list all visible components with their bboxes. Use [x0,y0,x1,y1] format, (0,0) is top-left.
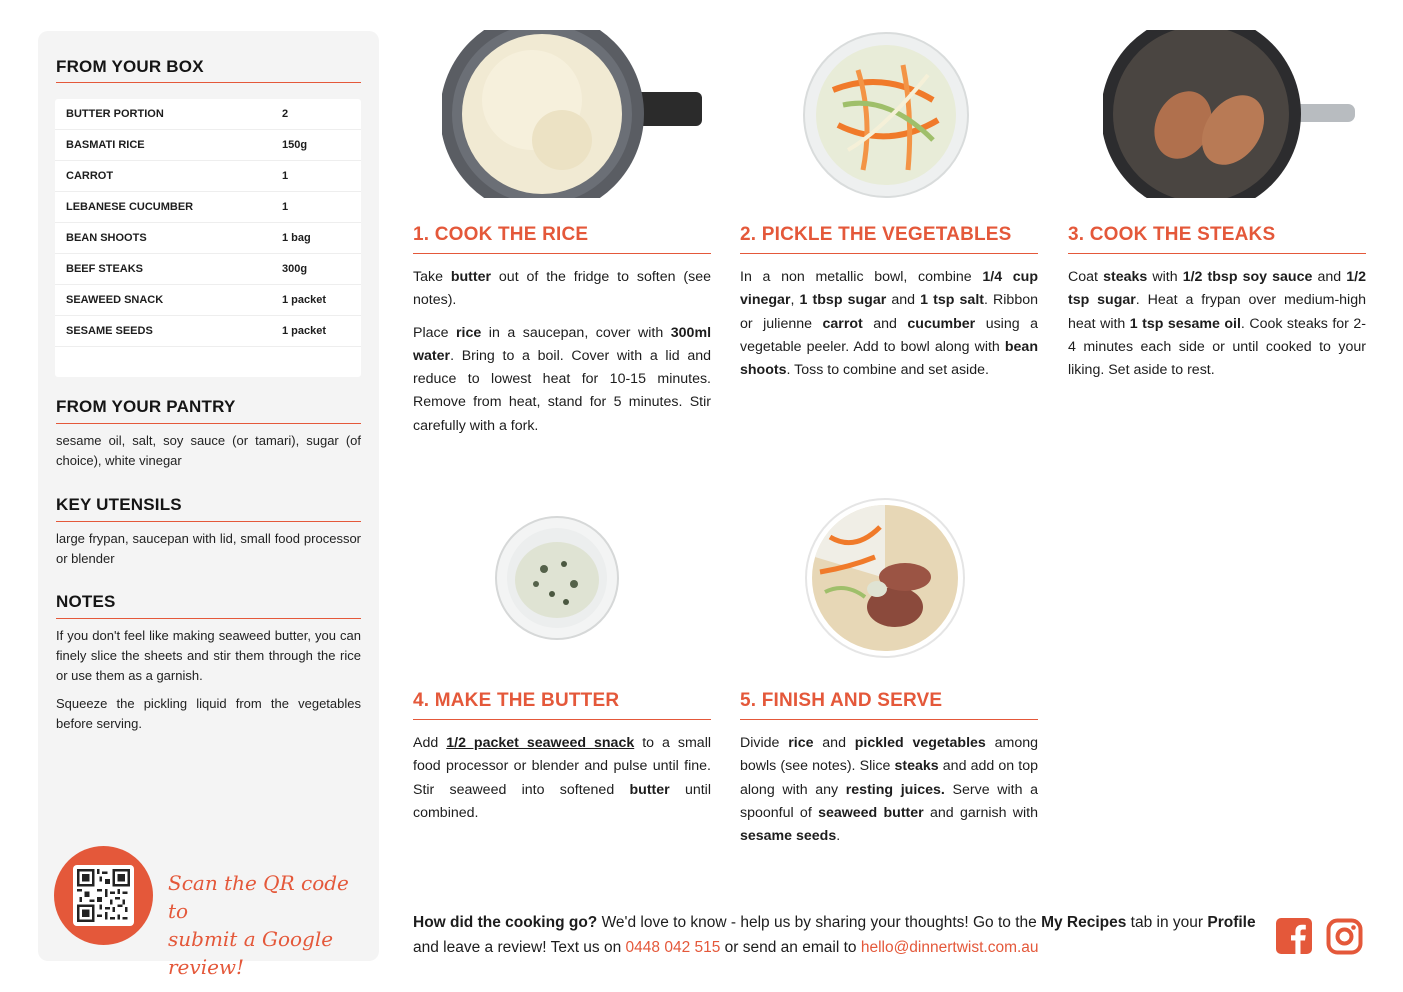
step-1-paragraph-2: Place rice in a saucepan, cover with 300ml water. Bring to a boil. Cover with a lid and reduce to lowest heat for 10-15 minutes. Remove from heat, stand for 5 minutes. Stir carefully with a fork. [413,324,712,434]
my-recipes-link[interactable]: My Recipes [1041,914,1127,931]
step-3-rule [1068,253,1366,254]
qr-code-icon[interactable] [73,865,134,926]
step-4-title: 4. MAKE THE BUTTER [413,690,620,711]
qr-badge [54,846,153,945]
ingredient-qty: 1 bag [282,232,311,244]
ingredient-qty: 300g [282,263,308,275]
facebook-icon[interactable] [1276,918,1312,954]
utensils-text: large frypan, saucepan with lid, small food processor or blender [56,531,361,566]
pantry-text: sesame oil, salt, soy sauce (or tamari), sugar (of choice), white vinegar [56,433,361,468]
step-1-text [413,266,711,447]
step-5-text [740,732,1038,857]
step-3-title: 3. COOK THE STEAKS [1068,224,1276,245]
box-heading: FROM YOUR BOX [56,57,204,76]
pantry-heading-rule [56,423,361,424]
notes-text-1: If you don't feel like making seaweed butter, you can finely slice the sheets and stir them through the rice or use them as a garnish. [56,628,361,683]
ingredient-qty: 1 [282,201,289,213]
ingredient-name: BUTTER PORTION [66,108,164,120]
qr-caption [168,869,368,981]
utensils-heading: KEY UTENSILS [56,495,182,514]
pantry-heading: FROM YOUR PANTRY [56,397,236,416]
step-2-rule [740,253,1038,254]
table-row [55,285,361,316]
ingredient-name: SESAME SEEDS [66,325,153,337]
step-2-title: 2. PICKLE THE VEGETABLES [740,224,1012,245]
notes-heading: NOTES [56,592,116,611]
footer-question: How did the cooking go? [413,914,598,931]
step-4-text [413,732,711,834]
seaweed-butter-bowl-image [494,514,620,642]
ingredient-qty: 1 [282,170,289,182]
email-link[interactable]: hello@dinnertwist.com.au [860,939,1039,956]
profile-link[interactable]: Profile [1207,914,1256,931]
review-footer: How did the cooking go? We'd love to know - help us by sharing your thoughts! Go to the My Recipes tab in your Profile and leave a review! Text us on 0448 042 515 or send an email to hello@dinnertwist.com.au [413,914,1256,956]
ingredient-name: SEAWEED SNACK [66,294,164,306]
pickled-vegetables-bowl-image [803,30,970,198]
table-row [55,99,361,130]
ingredient-qty: 150g [282,139,308,151]
step-1-title: 1. COOK THE RICE [413,224,589,245]
utensils-heading-rule [56,521,361,522]
box-heading-rule [56,82,361,83]
step-2-text [740,266,1038,391]
step-1-paragraph-1: Take butter out of the fridge to soften (see notes). [413,269,711,309]
step-1-rule [413,253,711,254]
step-4-rule [413,719,711,720]
table-row [55,130,361,161]
table-row [55,316,361,347]
table-row [55,192,361,223]
step-5-paragraph-1: Divide rice and pickled vegetables among bowls (see notes). Slice steaks and add on top along with any resting juices. Serve with a spoonful of seaweed butter and garnish with sesame seeds. [740,735,1039,845]
table-row [55,223,361,254]
table-row [55,254,361,285]
ingredient-name: LEBANESE CUCUMBER [66,201,194,213]
step-4-paragraph-1: Add 1/2 packet seaweed snack to a small food processor or blender and pulse until fine. Stir seaweed into softened butter until combined. [413,735,712,821]
notes-text-2: Squeeze the pickling liquid from the vegetables before serving. [56,696,361,731]
step-3-paragraph-1: Coat steaks with 1/2 tbsp soy sauce and 1/2 tsp sugar. Heat a frypan over medium-high heat with 1 tsp sesame oil. Cook steaks for 2-4 minutes each side or until cooked to your liking. Set aside to rest. [1068,269,1367,379]
qr-caption-line-2: submit a Google review! [168,927,334,979]
table-row [55,161,361,192]
ingredient-name: BASMATI RICE [66,139,145,151]
step-2-paragraph-1: In a non metallic bowl, combine 1/4 cup vinegar, 1 tbsp sugar and 1 tsp salt. Ribbon or julienne carrot and cucumber using a vegetable peeler. Add to bowl along with bean shoots. Toss to combine and set aside. [740,269,1038,379]
ingredient-qty: 1 packet [282,325,327,337]
notes-heading-rule [56,618,361,619]
ingredient-name: BEAN SHOOTS [66,232,147,244]
instagram-icon[interactable] [1326,918,1363,955]
ingredient-name: BEEF STEAKS [66,263,144,275]
table-empty-row [55,347,361,377]
box-ingredients-table [55,99,361,377]
frypan-steaks-image [1103,30,1358,198]
ingredients-sidebar [38,31,379,979]
rice-pot-image [442,30,704,198]
ingredient-name: CARROT [66,170,114,182]
step-3-text [1068,266,1366,391]
step-5-title: 5. FINISH AND SERVE [740,690,943,711]
phone-link[interactable]: 0448 042 515 [625,939,721,956]
qr-caption-line-1: Scan the QR code to [168,871,349,923]
ingredient-qty: 2 [282,108,289,120]
ingredient-qty: 1 packet [282,294,327,306]
step-5-rule [740,719,1038,720]
finished-dish-bowl-image [805,497,965,659]
